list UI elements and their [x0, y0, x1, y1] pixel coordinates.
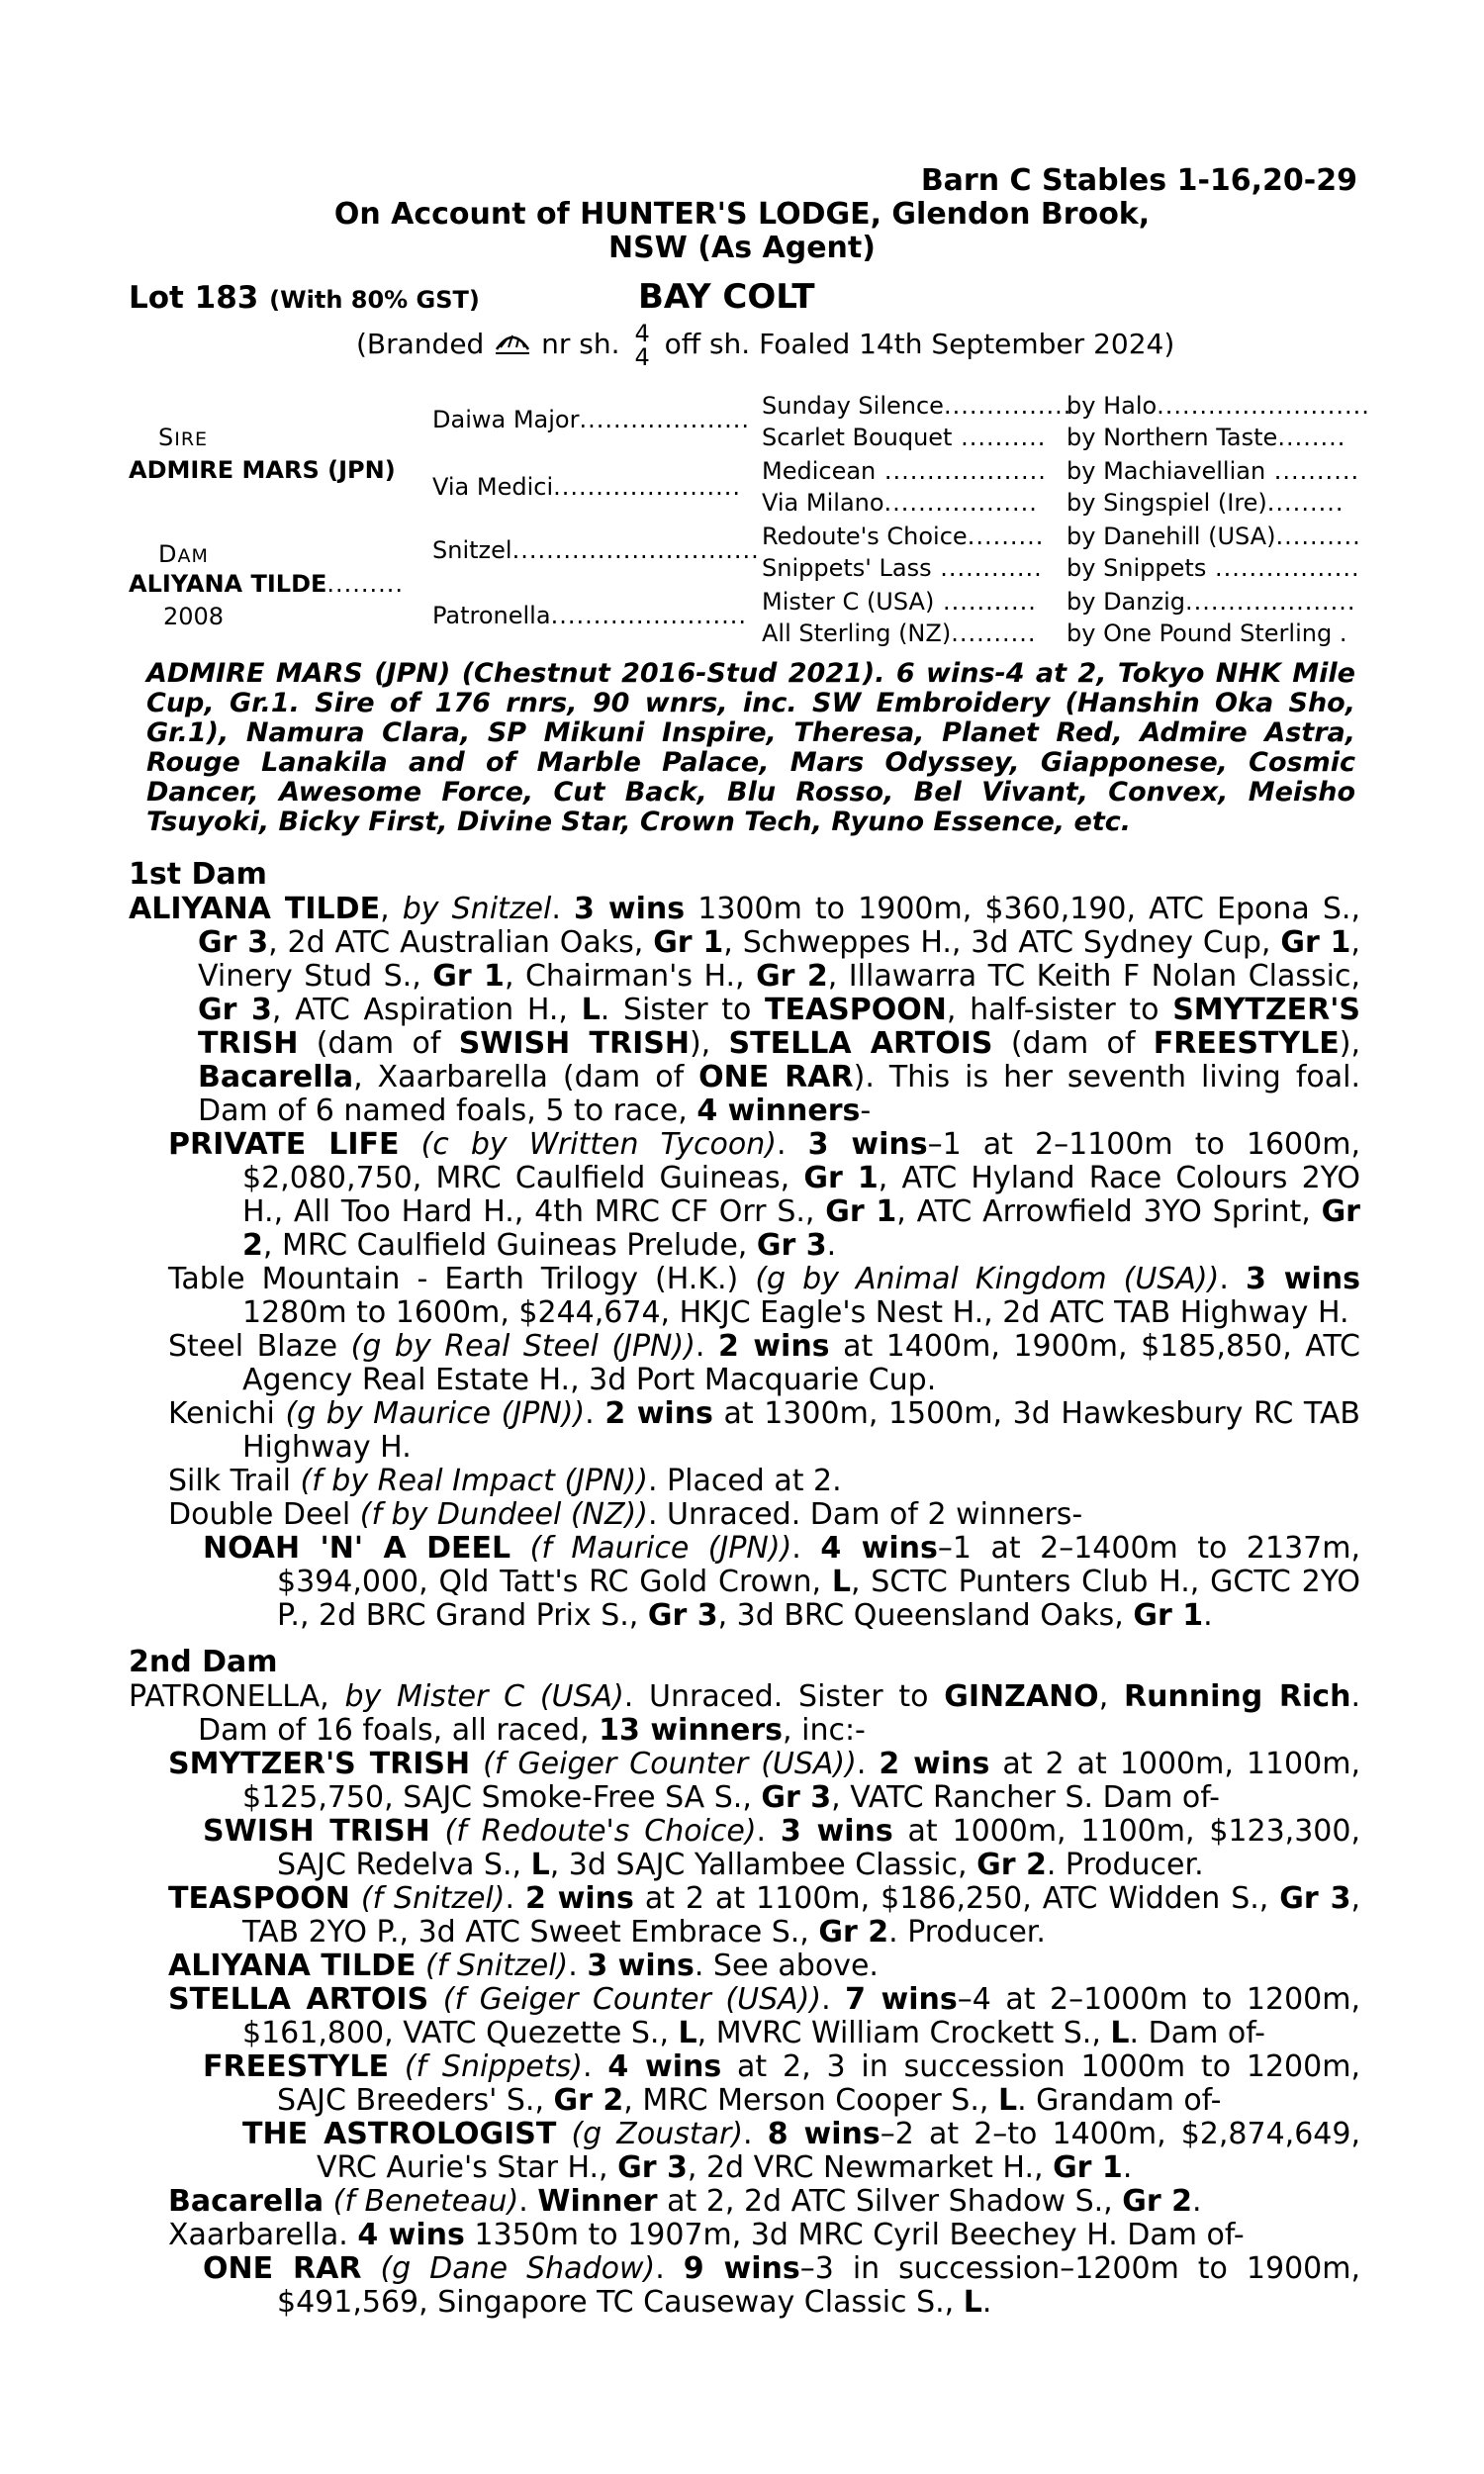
entry-text-run: , ATC Aspiration H., — [271, 993, 582, 1027]
vendor-line-1: On Account of HUNTER'S LODGE, Glendon Brook, — [333, 197, 1151, 232]
entry-text-run: , — [380, 892, 403, 926]
entry-text-run: Kenichi — [168, 1396, 286, 1431]
entry-text-run: GINZANO — [944, 1679, 1099, 1714]
entry-text-run: (f Snitzel) — [360, 1881, 506, 1916]
entry-text-run: , Xaarbarella (dam of — [353, 1060, 699, 1094]
entry-text-run: 3 wins — [587, 1949, 695, 1983]
entry-text-run: , VATC Rancher S. Dam of- — [831, 1780, 1220, 1815]
entry-text-run: NOAH 'N' A DEEL — [203, 1531, 511, 1566]
entry-text-run: Gr 2 — [976, 1848, 1047, 1882]
entry-text-run: SMYTZER'S TRISH — [198, 993, 1360, 1061]
entry-text-run: , Chairman's H., — [504, 959, 757, 994]
entry-text-run: Table Mountain - Earth Trilogy (H.K.) — [168, 1262, 756, 1296]
ped-g4-1: by Halo......................... — [1067, 392, 1370, 420]
entry-text-run: . — [756, 1814, 781, 1849]
sire-dam: Via Medici...................... — [432, 473, 741, 501]
first-dam-entry — [129, 893, 1360, 1128]
entry-text-run: by Snitzel — [402, 892, 552, 926]
entry-text-run: at 1400m, 1900m, $185,850, ATC Agency Real Estate H., 3d Port Macquarie Cup. — [242, 1329, 1360, 1397]
entry-text-run: (f Redoute's Choice) — [444, 1814, 757, 1849]
entry-text-run: Gr 1 — [653, 925, 724, 960]
entry-text-run: 3 wins — [1245, 1262, 1361, 1296]
entry-text-run: (f Maurice (JPN)) — [529, 1531, 792, 1566]
entry-text-run: Silk Trail — [168, 1464, 301, 1498]
sire-summary: ADMIRE MARS (JPN) (Chestnut 2016-Stud 2021). 6 wins-4 at 2, Tokyo NHK Mile Cup, Gr.1. Sire of 176 rnrs, 90 wnrs, inc. SW Embroidery (Hanshin Oka Sho, Gr.1), Namura Clara, SP Mikuni Inspire, Theresa, Planet Red, Admire Astra, Rouge Lanakila and of Marble Palace, Mars Odyssey, Giapponese, Cosmic Dancer, Awesome Force, Cut Back, Blu Rosso, Bel Vivant, Convex, Meisho Tsuyoki, Bicky First, Divine Star, Crown Tech, Ryuno Essence, etc. — [146, 658, 1355, 837]
first-dam-entry — [168, 1263, 1360, 1330]
entry-text-run: (f Beneteau) — [332, 2184, 519, 2219]
entry-text-run: L — [963, 2285, 982, 2320]
entry-text-run: SMYTZER'S TRISH — [168, 1747, 471, 1781]
entry-text-run: –3 in succession–1200m to 1900m, $491,569, Singapore TC Causeway Classic S., — [277, 2251, 1361, 2320]
entry-text-run: PRIVATE LIFE — [168, 1127, 400, 1162]
ped-g4-3: by Machiavellian .......... — [1067, 457, 1360, 485]
first-dam-entry — [203, 1532, 1360, 1633]
entry-text-run: 8 wins — [767, 2117, 881, 2151]
dam-dam: Patronella....................... — [432, 602, 748, 629]
entry-text-run: . — [551, 892, 574, 926]
dam-year: 2008 — [163, 603, 225, 630]
ped-g4-7: by Danzig.................... — [1067, 588, 1356, 616]
entry-text-run: . — [585, 1396, 605, 1431]
entry-text-run: THE ASTROLOGIST — [242, 2117, 557, 2151]
entry-text-run: Gr 3 — [1279, 1881, 1351, 1916]
entry-text-run: Gr 2 — [553, 2083, 624, 2118]
entry-text-run: 1350m to 1907m, 3d MRC Cyril Beechey H. Dam of- — [464, 2218, 1245, 2252]
entry-text-run: Gr 1 — [825, 1194, 897, 1229]
entry-text-run: Bacarella — [168, 2184, 325, 2219]
entry-text-run: 2 wins — [604, 1396, 713, 1431]
entry-text-run: Gr 3 — [761, 1780, 832, 1815]
entry-text-run: , TAB 2YO P., 3d ATC Sweet Embrace S., — [242, 1881, 1360, 1950]
entry-text-run: , 2d VRC Newmarket H., — [687, 2150, 1054, 2185]
second-dam-entry — [168, 2219, 1360, 2252]
ped-g3-7: Mister C (USA) ........... — [762, 588, 1037, 616]
first-dam-heading: 1st Dam — [129, 857, 267, 892]
entry-text-run: ), — [1339, 1026, 1360, 1061]
ped-g4-5: by Danehill (USA).......... — [1067, 523, 1361, 550]
entry-text-run: , SCTC Punters Club H., GCTC 2YO P., 2d BRC Grand Prix S., — [277, 1565, 1360, 1633]
entry-text-run: Gr 1 — [1133, 1598, 1204, 1633]
first-dam-entry — [168, 1397, 1360, 1465]
second-dam-heading: 2nd Dam — [129, 1645, 278, 1679]
entry-text-run: 1280m to 1600m, $244,674, HKJC Eagle's Nest H., 2d ATC TAB Highway H. — [242, 1295, 1349, 1330]
second-dam-entry — [168, 1950, 1360, 1983]
ped-g3-8: All Sterling (NZ).......... — [762, 619, 1037, 647]
entry-text-run: (f by Dundeel (NZ)) — [359, 1497, 648, 1532]
second-dam-entry — [168, 1983, 1360, 2050]
entry-text-run: 13 winners — [599, 1713, 784, 1748]
ped-g3-6: Snippets' Lass ............ — [762, 554, 1043, 582]
entry-text-run: 2 wins — [718, 1329, 830, 1364]
entry-text-run: . — [695, 1329, 718, 1364]
entry-text-run: Gr 2 — [242, 1194, 1360, 1263]
ped-g3-3: Medicean ................... — [762, 457, 1047, 485]
entry-text-run: . — [856, 1747, 880, 1781]
entry-text-run: . Dam of 16 foals, all raced, — [198, 1679, 1360, 1748]
second-dam-entry — [242, 2118, 1360, 2185]
first-dam-entry — [168, 1128, 1360, 1263]
entry-text-run: 4 winners — [696, 1094, 861, 1128]
entry-text-run: . — [776, 1127, 808, 1162]
entry-text-run: , MVRC William Crockett S., — [696, 2016, 1111, 2050]
vendor-line-2: NSW (As Agent) — [608, 231, 876, 265]
entry-text-run: . Grandam of- — [1017, 2083, 1222, 2118]
dam-sire: Snitzel............................. — [432, 536, 760, 564]
entry-text-run: (f Snitzel) — [425, 1949, 569, 1983]
brand-fraction: 4 4 — [634, 320, 650, 371]
entry-text-run: , Schweppes H., 3d ATC Sydney Cup, — [723, 925, 1281, 960]
entry-text-run: . — [568, 1949, 588, 1983]
entry-text-run: (f Snippets) — [404, 2049, 583, 2084]
entry-text-run: 4 wins — [820, 1531, 938, 1566]
entry-text-run: , 2d ATC Australian Oaks, — [268, 925, 654, 960]
first-dam-section — [129, 857, 1360, 1633]
entry-text-run: 9 wins — [683, 2251, 800, 2286]
entry-text-run — [400, 1127, 421, 1162]
entry-text-run: , 3d BRC Queensland Oaks, — [717, 1598, 1134, 1633]
entry-text-run: ALIYANA TILDE — [129, 892, 381, 926]
entry-text-run: FREESTYLE — [203, 2049, 389, 2084]
entry-text-run: 2 wins — [879, 1747, 990, 1781]
entry-text-run: (g by Real Steel (JPN)) — [350, 1329, 696, 1364]
entry-text-run: Gr 3 — [198, 925, 269, 960]
first-dam-entry — [168, 1330, 1360, 1397]
ped-g3-4: Via Milano.................. — [762, 489, 1038, 517]
entry-text-run: , ATC Hyland Race Colours 2YO H., All Too Hard H., 4th MRC CF Orr S., — [242, 1161, 1360, 1229]
barn-location: Barn C Stables 1-16,20-29 — [920, 163, 1357, 198]
entry-text-run: L — [997, 2083, 1018, 2118]
entry-text-run: at 2 at 1100m, $186,250, ATC Widden S., — [633, 1881, 1280, 1916]
entry-text-run: at 2, 2d ATC Silver Shadow S., — [657, 2184, 1123, 2219]
entry-text-run: , Vinery Stud S., — [198, 925, 1360, 994]
entry-text-run: L — [1110, 2016, 1130, 2050]
entry-text-run: Gr 3 — [647, 1598, 718, 1633]
entry-text-run: Gr 3 — [198, 993, 272, 1027]
dam-name: ALIYANA TILDE......... — [129, 570, 405, 598]
entry-text-run: Winner — [537, 2184, 658, 2219]
entry-text-run: Gr 3 — [756, 1228, 827, 1263]
brand-line: (Branded nr sh. 4 4 off sh. Foaled 14th September 2024) — [356, 320, 1175, 371]
entry-text-run — [416, 1949, 425, 1983]
horse-description: BAY COLT — [638, 277, 815, 317]
first-dam-entries — [129, 893, 1360, 1633]
entry-text-run: . — [1122, 2150, 1133, 2185]
entry-text-run: 3 wins — [780, 1814, 893, 1849]
entry-text-run: –1 at 2–1400m to 2137m, $394,000, Qld Tatt's RC Gold Crown, — [277, 1531, 1361, 1599]
entry-text-run — [470, 1747, 483, 1781]
sire-label: SIRE — [158, 424, 209, 451]
entry-text-run: –4 at 2–1000m to 1200m, $161,800, VATC Quezette S., — [242, 1982, 1361, 2050]
ped-g4-4: by Singspiel (Ire)......... — [1067, 489, 1345, 517]
entry-text-run: , MRC Caulfield Guineas Prelude, — [262, 1228, 757, 1263]
entry-text-run: ). This is her seventh living foal. Dam of 6 named foals, 5 to race, — [198, 1060, 1361, 1128]
entry-text-run: . Sister to — [600, 993, 765, 1027]
gst-note: (With 80% GST) — [269, 286, 480, 314]
entry-text-run: 7 wins — [845, 1982, 958, 2017]
entry-text-run: . — [655, 2251, 684, 2286]
entry-text-run: , inc:- — [783, 1713, 866, 1748]
entry-text-run: . — [981, 2285, 992, 2320]
sire-name: ADMIRE MARS (JPN) — [129, 456, 396, 484]
entry-text-run — [428, 1982, 443, 2017]
entry-text-run: 3 wins — [573, 892, 686, 926]
entry-text-run: by Mister C (USA) — [344, 1679, 624, 1714]
entry-text-run: at 2, 3 in succession 1000m to 1200m, SAJC Breeders' S., — [277, 2049, 1360, 2118]
entry-text-run: . — [1203, 1598, 1213, 1633]
entry-text-run: FREESTYLE — [1153, 1026, 1340, 1061]
entry-text-run: , ATC Arrowfield 3YO Sprint, — [896, 1194, 1322, 1229]
entry-text-run — [324, 2184, 333, 2219]
entry-text-run: Gr 3 — [617, 2150, 688, 2185]
entry-text-run: . Unraced. Sister to — [623, 1679, 945, 1714]
entry-text-run: ONE RAR — [698, 1060, 854, 1094]
entry-text-run: ALIYANA TILDE — [168, 1949, 417, 1983]
entry-text-run: L — [530, 1848, 550, 1882]
entry-text-run: (dam of — [992, 1026, 1154, 1061]
second-dam-entry — [129, 1680, 1360, 1748]
entry-text-run: SWISH TRISH — [203, 1814, 430, 1849]
entry-text-run: STELLA ARTOIS — [728, 1026, 993, 1061]
entry-text-run: –2 at 2–to 1400m, $2,874,649, VRC Aurie's Star H., — [317, 2117, 1360, 2185]
entry-text-run: . — [791, 1531, 821, 1566]
entry-text-run — [350, 1881, 361, 1916]
entry-text-run: SWISH TRISH — [458, 1026, 690, 1061]
entry-text-run: Gr 1 — [1053, 2150, 1123, 2185]
ped-g4-2: by Northern Taste........ — [1067, 424, 1346, 451]
entry-text-run: . — [505, 1881, 525, 1916]
lot-number: Lot 183 (With 80% GST) — [129, 280, 480, 316]
ped-g3-5: Redoute's Choice......... — [762, 523, 1045, 550]
ped-g3-1: Sunday Silence............... — [762, 392, 1072, 420]
entry-text-run: . — [821, 1982, 846, 2017]
entry-text-run: . Producer. — [888, 1915, 1046, 1950]
entry-text-run: 3 wins — [807, 1127, 928, 1162]
second-dam-section — [129, 1645, 1360, 2320]
entry-text-run: - — [860, 1094, 872, 1128]
entry-text-run: 4 wins — [607, 2049, 722, 2084]
second-dam-entry — [203, 1815, 1360, 1882]
entry-text-run: . — [1192, 2184, 1202, 2219]
entry-text-run: Gr 1 — [432, 959, 505, 994]
entry-text-run: (f by Real Impact (JPN)) — [300, 1464, 648, 1498]
ped-g4-6: by Snippets ................. — [1067, 554, 1360, 582]
entry-text-run: Gr 1 — [1280, 925, 1351, 960]
entry-text-run: Gr 1 — [803, 1161, 879, 1195]
first-dam-entry — [168, 1465, 1360, 1498]
entry-text-run: , Illawarra TC Keith F Nolan Classic, — [827, 959, 1360, 994]
first-dam-entry — [168, 1498, 1360, 1532]
entry-text-run: . Producer. — [1046, 1848, 1204, 1882]
entry-text-run: L — [831, 1565, 851, 1599]
entry-text-run: Running Rich — [1123, 1679, 1351, 1714]
entry-text-run — [510, 1531, 530, 1566]
entry-text-run: L — [678, 2016, 697, 2050]
entry-text-run: TEASPOON — [765, 993, 947, 1027]
sire-sire: Daiwa Major.................... — [432, 406, 751, 433]
entry-text-run: , 3d SAJC Yallambee Classic, — [549, 1848, 977, 1882]
entry-text-run: . Placed at 2. — [647, 1464, 842, 1498]
entry-text-run: 4 wins — [357, 2218, 465, 2252]
second-dam-entry — [203, 2252, 1360, 2320]
entry-text-run: (g Dane Shadow) — [380, 2251, 656, 2286]
entry-text-run: (g by Maurice (JPN)) — [285, 1396, 586, 1431]
second-dam-entry — [168, 1748, 1360, 1815]
entry-text-run: Gr 2 — [756, 959, 828, 994]
entry-text-run: Steel Blaze — [168, 1329, 351, 1364]
entry-text-run: (dam of — [298, 1026, 459, 1061]
entry-text-run: TEASPOON — [168, 1881, 350, 1916]
ped-g4-8: by One Pound Sterling . — [1067, 619, 1347, 647]
entry-text-run — [430, 1814, 445, 1849]
entry-text-run: (g Zoustar) — [571, 2117, 744, 2151]
entry-text-run: (c by Written Tycoon) — [420, 1127, 777, 1162]
entry-text-run: , MRC Merson Cooper S., — [623, 2083, 998, 2118]
entry-text-run: . — [582, 2049, 608, 2084]
second-dam-entry — [203, 2050, 1360, 2118]
entry-text-run: –1 at 2–1100m to 1600m, $2,080,750, MRC Caulfield Guineas, — [242, 1127, 1360, 1195]
entry-text-run: . — [518, 2184, 538, 2219]
entry-text-run: Double Deel — [168, 1497, 360, 1532]
entry-text-run — [361, 2251, 380, 2286]
entry-text-run: , — [1098, 1679, 1124, 1714]
brand-mark-icon — [493, 328, 532, 364]
entry-text-run: ONE RAR — [203, 2251, 362, 2286]
entry-text-run: Xaarbarella. — [168, 2218, 358, 2252]
entry-text-run — [389, 2049, 405, 2084]
second-dam-entry — [168, 1882, 1360, 1950]
entry-text-run: 1300m to 1900m, $360,190, ATC Epona S., — [685, 892, 1360, 926]
entry-text-run: (g by Animal Kingdom (USA)) — [755, 1262, 1220, 1296]
entry-text-run: . — [826, 1228, 837, 1263]
entry-text-run: (f Geiger Counter (USA)) — [442, 1982, 822, 2017]
entry-text-run: . — [1219, 1262, 1246, 1296]
second-dam-entries — [129, 1680, 1360, 2320]
entry-text-run: , half-sister to — [946, 993, 1173, 1027]
second-dam-entry — [168, 2185, 1360, 2219]
entry-text-run: . — [743, 2117, 768, 2151]
entry-text-run: (f Geiger Counter (USA)) — [483, 1747, 857, 1781]
entry-text-run: . Unraced. Dam of 2 winners- — [647, 1497, 1083, 1532]
entry-text-run: ), — [689, 1026, 729, 1061]
entry-text-run: Gr 2 — [818, 1915, 889, 1950]
entry-text-run: at 1300m, 1500m, 3d Hawkesbury RC TAB Highway H. — [242, 1396, 1360, 1465]
entry-text-run: at 1000m, 1100m, $123,300, SAJC Redelva S., — [277, 1814, 1360, 1882]
dam-label: DAM — [158, 540, 209, 568]
entry-text-run: STELLA ARTOIS — [168, 1982, 429, 2017]
entry-text-run: L — [581, 993, 601, 1027]
entry-text-run: Gr 2 — [1122, 2184, 1192, 2219]
entry-text-run: Bacarella — [198, 1060, 354, 1094]
ped-g3-2: Scarlet Bouquet .......... — [762, 424, 1047, 451]
entry-text-run: PATRONELLA, — [129, 1679, 345, 1714]
entry-text-run: . Dam of- — [1129, 2016, 1265, 2050]
entry-text-run: at 2 at 1000m, 1100m, $125,750, SAJC Smoke-Free SA S., — [242, 1747, 1360, 1815]
entry-text-run: 2 wins — [524, 1881, 634, 1916]
entry-text-run — [556, 2117, 571, 2151]
entry-text-run: . See above. — [694, 1949, 879, 1983]
